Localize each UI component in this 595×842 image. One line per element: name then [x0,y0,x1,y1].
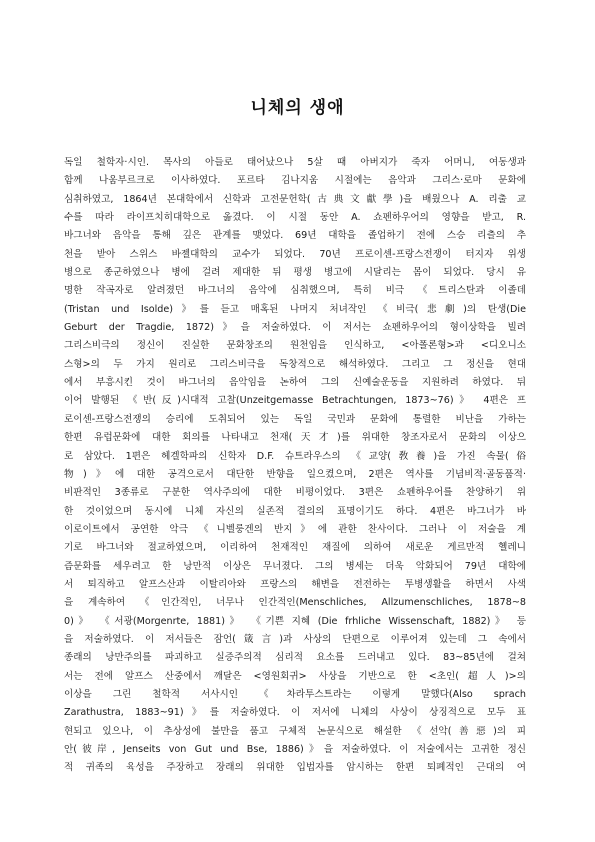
text-line: 서 퇴직하고 알프스산과 이탈리아와 프랑스의 해변을 전전하는 투병생활을 하면서 사색 [64,578,526,590]
text-line: 이상을 그린 철학적 서사시인 《차라투스트라는 이렇게 말했다(Also sprach [64,688,526,700]
text-line: 독일 철학자·시인. 목사의 아들로 태어났으나 5살 때 아버지가 죽자 어머니, 여동생과 [64,157,526,168]
text-line: 천을 받아 스위스 바젤대학의 교수가 되었다. 70년 프로이센-프랑스전쟁이 터지자 위생 [64,248,526,260]
text-line: 그리스비극의 정신이 진실한 문화창조의 원천임을 인식하고, <아폴론형>과 <디오니소 [64,340,526,352]
text-line: 적 귀족의 육성을 주장하고 장래의 위대한 입법자를 암시하는 한편 퇴폐적인 근대의 여 [64,762,526,774]
text-line: 로 삼았다. 1편은 헤겔학파의 신학자 D.F. 슈트라우스의 《교양(敎養)을 가진 속물(俗 [64,450,526,462]
text-line: 함께 나움부르크로 이사하였다. 포르타 김나지움 시절에는 음악과 그리스·로마 문화에 [64,175,526,187]
text-line: 종래의 낭만주의를 파괴하고 실증주의적 심리적 요소를 드러내고 있다. 83~85년에 걸쳐 [64,652,526,664]
text-line: 로이센-프랑스전쟁의 승리에 도취되어 있는 독일 국민과 문화에 통렬한 비난을 가하는 [64,413,526,425]
page-title: 니체의 생애 [250,98,345,118]
body-text [64,154,526,778]
text-line: 0)》 《서광(Morgenrte, 1881)》 《기쁜 지혜 (Die frhliche Wissenschaft, 1882)》 등 [64,615,526,627]
text-line: 바그너와 음악을 통해 깊은 관계를 맺었다. 69년 대학을 졸업하기 전에 스승 리츨의 추 [64,230,526,242]
text-line: (Tristan und Isolde)》를 듣고 매혹된 나머지 처녀작인 《비극(悲劇)의 탄생(Die [64,303,526,315]
text-line: 비판적인 3종류로 구분한 역사주의에 대한 비평이었다. 3편은 쇼펜하우어를 찬양하기 위 [64,487,526,499]
text-line: 즘문화를 세우려고 한 낭만적 이상은 무너졌다. 그의 병세는 더욱 악화되어 79년 대학에 [64,560,526,572]
text-line: Zarathustra, 1883~91)》를 저술하였다. 이 저서에 니체의 사상이 상징적으로 모두 표 [64,707,526,719]
text-line: 에서 부흥시킨 것이 바그너의 음악임을 논하여 그의 신예술운동을 지원하려 하였다. 뒤 [64,377,526,389]
text-line: 현되고 있으나, 이 추상성에 불만을 품고 구체적 논문식으로 해설한 《선악(善惡)의 피 [64,725,526,737]
text-line: 한편 유럽문화에 대한 회의를 나타내고 천재(天才)를 위대한 창조자로서 문화의 이상으 [64,432,526,444]
text-line: 스형>의 두 가지 원리로 그리스비극을 독창적으로 해석하였다. 그리고 그 정신을 현대 [64,358,526,370]
text-line: 심취하였고, 1864년 본대학에서 신학과 고전문헌학(古典文獻學)을 배웠으나 A. 리출 교 [64,193,526,205]
text-line: 한 것이었으며 동시에 니체 자신의 실존적 결의의 표명이기도 하다. 4편은 바그너가 바 [64,505,526,517]
text-line: 을 저술하였다. 이 저서들은 잠언(箴言)과 사상의 단편으로 이루어져 있는데 그 속에서 [64,633,526,645]
text-line: 기로 바그너와 절교하였으며, 이리하여 천재적인 재질에 의하여 새로운 게르만적 헬레니 [64,542,526,554]
text-line: 이어 발행된 《반(反)시대적 고찰(Unzeitgemasse Betrachtungen, 1873~76)》 4편은 프 [64,395,526,407]
text-line: 이로이트에서 공연한 악극 《니벨룽겐의 반지》에 관한 찬사이다. 그러나 이 저술을 계 [64,523,526,535]
text-line: 병으로 종군하였으나 병에 걸려 제대한 뒤 평생 병고에 시달리는 몸이 되었다. 당시 유 [64,267,526,279]
text-line: Geburt der Tragdie, 1872)》을 저술하였다. 이 저서는 쇼펜하우어의 형이상학을 빌려 [64,322,526,334]
text-line: 수를 따라 라이프치히대학으로 옮겼다. 이 시절 동안 A. 쇼펜하우어의 영향을 받고, R. [64,212,526,224]
text-line: 명한 작곡자로 알려졌던 바그너의 음악에 심취했으며, 특히 비극 《트리스탄과 이졸데 [64,285,526,297]
text-line: 안(彼岸, Jenseits von Gut und Bse, 1886)》을 저술하였다. 이 저술에서는 고귀한 정신 [64,744,526,755]
text-line: 物)》에 대한 공격으로서 대단한 반향을 일으켰으며, 2편은 역사를 기념비적·골동품적· [64,468,526,480]
text-line: 서는 전에 알프스 산중에서 깨달은 <영원회귀> 사상을 기반으로 한 <초인(超人)>의 [64,670,526,682]
text-line: 을 계속하여 《인간적인, 너무나 인간적인(Menschliches, Allzumenschliches, 1878~8 [64,597,526,609]
